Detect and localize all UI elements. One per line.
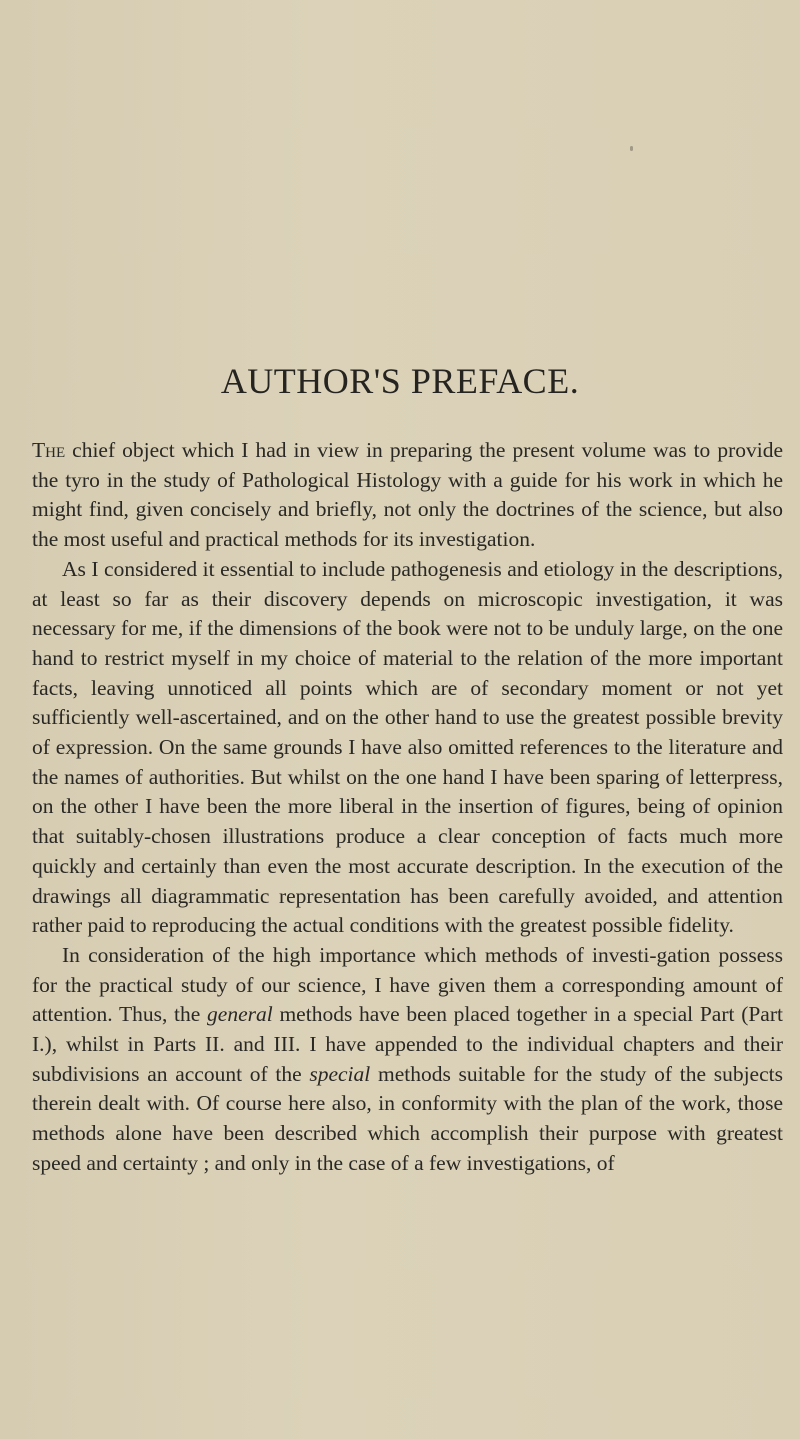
paragraph-3-text-a: In consideration of the high importance which methods of investi-gation possess for the practical study of our science, I have given them a corresponding amount of attention. Thus, the xyxy=(32,942,783,1027)
paper-speck xyxy=(630,146,633,151)
paragraph-3-text-b: methods have been placed together in a special Part (Part I.), whilst in Parts II. and III. I have appended to the individual chapters and their subdivisions an account of the xyxy=(32,1002,783,1086)
emphasis-general: general xyxy=(207,1002,273,1027)
paragraph-1-text: chief object which I had in view in preparing the present volume was to provide the tyro in the study of Pathological Histology with a guide for his work in which he might find, given concisely and briefly, not only the doctrines of the science, but also the most useful and practical methods for its investigation. xyxy=(32,438,783,552)
preface-title: AUTHOR'S PREFACE. xyxy=(220,361,580,401)
paragraph-3 xyxy=(32,941,783,1179)
preface-body xyxy=(32,436,783,1179)
paragraph-3-text-c: methods suitable for the study of the subjects therein dealt with. Of course here also, in conformity with the plan of the work, those methods alone have been described which accomplish their purpose with greatest speed and certainty ; and only in the case of a few investigations, of xyxy=(32,1061,783,1175)
paragraph-1 xyxy=(32,436,783,555)
paragraph-lead-word: The xyxy=(32,438,66,462)
emphasis-special: special xyxy=(309,1061,371,1086)
paragraph-2: As I considered it essential to include pathogenesis and etiology in the descriptions, at least so far as their discovery depends on microscopic investigation, it was necessary for me, if the dimensions of the book were not to be unduly large, on the one hand to restrict myself in my choice of material to the relation of the more important facts, leaving unnoticed all points which are of secondary moment or not yet sufficiently well-ascertained, and on the other hand to use the greatest possible brevity of expression. On the same grounds I have also omitted references to the literature and the names of authorities. But whilst on the one hand I have been sparing of letterpress, on the other I have been the more liberal in the insertion of figures, being of opinion that suitably-chosen illustrations produce a clear conception of facts much more quickly and certainly than even the most accurate description. In the execution of the drawings all diagrammatic representation has been carefully avoided, and attention rather paid to reproducing the actual conditions with the greatest possible fidelity. xyxy=(32,556,783,938)
